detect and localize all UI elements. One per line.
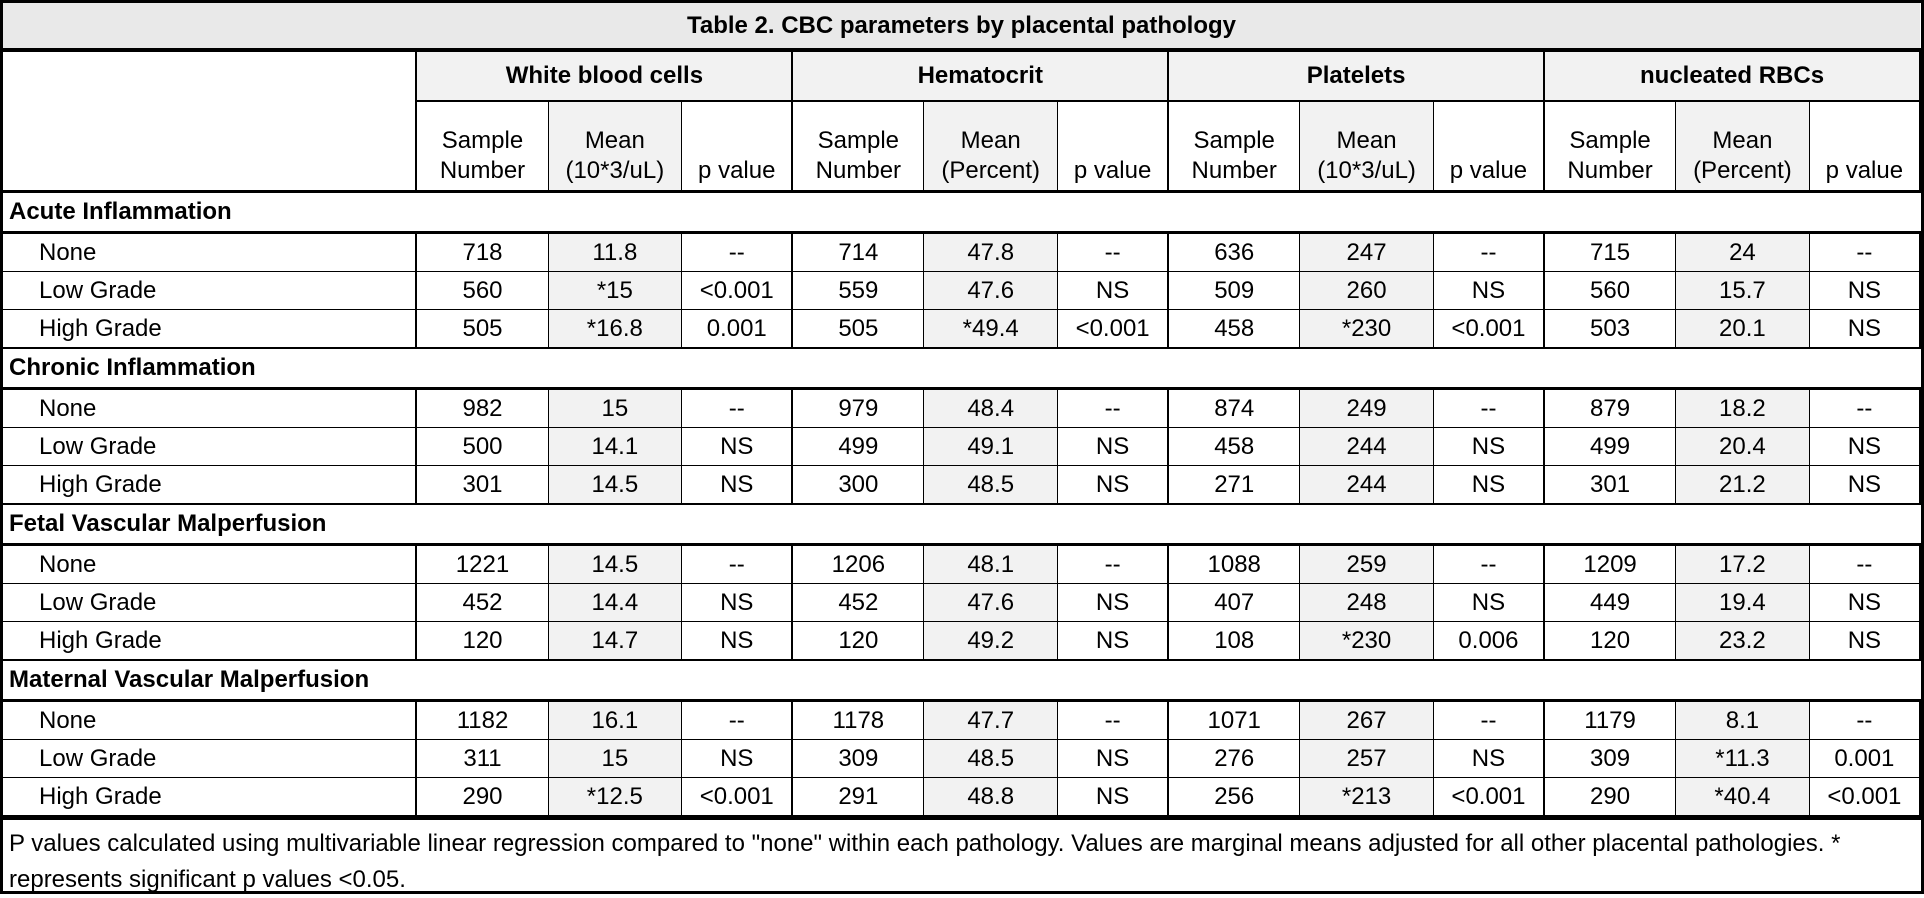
table-cell: <0.001 <box>1433 310 1544 349</box>
table-cell: 560 <box>416 272 548 310</box>
table-cell: 311 <box>416 740 548 778</box>
table-cell: -- <box>1809 545 1920 584</box>
table-cell: NS <box>1058 272 1169 310</box>
table-cell: 715 <box>1544 233 1676 272</box>
table-cell: 509 <box>1168 272 1300 310</box>
table-cell: *40.4 <box>1676 778 1810 817</box>
column-group-header: White blood cells <box>416 50 792 101</box>
table-cell: 560 <box>1544 272 1676 310</box>
table-cell: 276 <box>1168 740 1300 778</box>
table-cell: NS <box>1058 740 1169 778</box>
table-cell: -- <box>1058 233 1169 272</box>
table-cell: 21.2 <box>1676 466 1810 505</box>
table-cell: 20.1 <box>1676 310 1810 349</box>
table-cell: 14.7 <box>548 622 682 661</box>
table-cell: 301 <box>1544 466 1676 505</box>
table-cell: 499 <box>1544 428 1676 466</box>
table-cell: 0.001 <box>1809 740 1920 778</box>
table-cell: 499 <box>792 428 924 466</box>
table-cell: 16.1 <box>548 701 682 740</box>
table-cell: 982 <box>416 389 548 428</box>
row-label: None <box>3 701 416 740</box>
table-cell: 23.2 <box>1676 622 1810 661</box>
table-row <box>3 545 1920 584</box>
table-cell: <0.001 <box>1433 778 1544 817</box>
table-cell: NS <box>682 428 793 466</box>
column-subheader: Sample Number <box>1544 101 1676 192</box>
table-cell: 0.001 <box>682 310 793 349</box>
table-cell: 1179 <box>1544 701 1676 740</box>
table-cell: <0.001 <box>1058 310 1169 349</box>
table-cell: 0.006 <box>1433 622 1544 661</box>
table-cell: -- <box>682 545 793 584</box>
table-cell: 309 <box>1544 740 1676 778</box>
column-subheader: Mean (Percent) <box>924 101 1058 192</box>
table-row <box>3 428 1920 466</box>
table-footnote: P values calculated using multivariable linear regression compared to "none" within each pathology. Values are marginal means adjusted for all other placental pathologies. * represents significant p values <0.05. <box>3 817 1921 898</box>
table-cell: *230 <box>1300 310 1434 349</box>
table-row <box>3 233 1920 272</box>
table-cell: -- <box>682 701 793 740</box>
table-cell: 1071 <box>1168 701 1300 740</box>
section-heading: Chronic Inflammation <box>3 348 1920 389</box>
table-cell: 47.6 <box>924 584 1058 622</box>
table-cell: -- <box>682 389 793 428</box>
table-cell: 20.4 <box>1676 428 1810 466</box>
table-cell: 15.7 <box>1676 272 1810 310</box>
table-cell: NS <box>1058 778 1169 817</box>
table-cell: 8.1 <box>1676 701 1810 740</box>
column-group-header: nucleated RBCs <box>1544 50 1920 101</box>
cbc-table <box>3 3 1921 817</box>
table-cell: NS <box>1809 466 1920 505</box>
table-cell: NS <box>1058 584 1169 622</box>
row-label: None <box>3 545 416 584</box>
table-cell: -- <box>1433 233 1544 272</box>
table-cell: 47.7 <box>924 701 1058 740</box>
table-cell: -- <box>1433 389 1544 428</box>
table-cell: 300 <box>792 466 924 505</box>
row-label: High Grade <box>3 622 416 661</box>
table-cell: 47.6 <box>924 272 1058 310</box>
table-cell: -- <box>1433 545 1544 584</box>
table-cell: 11.8 <box>548 233 682 272</box>
table-cell: NS <box>1809 622 1920 661</box>
table-cell: 15 <box>548 740 682 778</box>
table-cell: 17.2 <box>1676 545 1810 584</box>
table-cell: *16.8 <box>548 310 682 349</box>
table-cell: 48.5 <box>924 466 1058 505</box>
table-cell: 14.5 <box>548 466 682 505</box>
table-cell: 48.8 <box>924 778 1058 817</box>
table-row <box>3 584 1920 622</box>
table-cell: 452 <box>416 584 548 622</box>
column-subheader: Mean (10*3/uL) <box>1300 101 1434 192</box>
table-cell: NS <box>1058 622 1169 661</box>
table-cell: 244 <box>1300 466 1434 505</box>
table-cell: 19.4 <box>1676 584 1810 622</box>
column-subheader: p value <box>1433 101 1544 192</box>
row-label: Low Grade <box>3 272 416 310</box>
table-cell: -- <box>1809 233 1920 272</box>
table-cell: NS <box>1433 428 1544 466</box>
table-cell: NS <box>1433 740 1544 778</box>
table-cell: 1178 <box>792 701 924 740</box>
section-heading: Acute Inflammation <box>3 192 1920 233</box>
table-cell: NS <box>682 740 793 778</box>
table-cell: 301 <box>416 466 548 505</box>
table-cell: 1221 <box>416 545 548 584</box>
table-cell: 120 <box>1544 622 1676 661</box>
table-cell: <0.001 <box>1809 778 1920 817</box>
column-subheader: Sample Number <box>792 101 924 192</box>
table-cell: 271 <box>1168 466 1300 505</box>
table-cell: 636 <box>1168 233 1300 272</box>
table-cell: NS <box>1433 466 1544 505</box>
table-cell: 108 <box>1168 622 1300 661</box>
table-cell: 452 <box>792 584 924 622</box>
column-group-header: Platelets <box>1168 50 1544 101</box>
table-cell: -- <box>1433 701 1544 740</box>
table-cell: NS <box>1058 428 1169 466</box>
table-cell: NS <box>1809 584 1920 622</box>
table-cell: 260 <box>1300 272 1434 310</box>
header-blank <box>3 50 416 101</box>
table-cell: 249 <box>1300 389 1434 428</box>
table-cell: 1209 <box>1544 545 1676 584</box>
table-cell: 120 <box>416 622 548 661</box>
table-cell: 714 <box>792 233 924 272</box>
table-cell: *49.4 <box>924 310 1058 349</box>
table-cell: NS <box>1809 272 1920 310</box>
table-cell: 503 <box>1544 310 1676 349</box>
table-cell: 47.8 <box>924 233 1058 272</box>
table-cell: NS <box>1809 310 1920 349</box>
table-cell: -- <box>1058 389 1169 428</box>
row-label: High Grade <box>3 778 416 817</box>
table-cell: 244 <box>1300 428 1434 466</box>
table-cell: 505 <box>792 310 924 349</box>
table-title: Table 2. CBC parameters by placental pathology <box>3 3 1920 50</box>
table-cell: 1182 <box>416 701 548 740</box>
column-subheader: Sample Number <box>416 101 548 192</box>
table-cell: -- <box>1058 701 1169 740</box>
table-cell: 559 <box>792 272 924 310</box>
row-label: None <box>3 233 416 272</box>
table-cell: 257 <box>1300 740 1434 778</box>
table-cell: 15 <box>548 389 682 428</box>
row-label: Low Grade <box>3 428 416 466</box>
table-cell: NS <box>1809 428 1920 466</box>
table-cell: 14.1 <box>548 428 682 466</box>
row-label: None <box>3 389 416 428</box>
table-cell: 18.2 <box>1676 389 1810 428</box>
column-subheader: Mean (Percent) <box>1676 101 1810 192</box>
row-label: High Grade <box>3 310 416 349</box>
table-cell: NS <box>1433 584 1544 622</box>
section-heading: Maternal Vascular Malperfusion <box>3 660 1920 701</box>
table-cell: *230 <box>1300 622 1434 661</box>
table-cell: 24 <box>1676 233 1810 272</box>
table-cell: <0.001 <box>682 778 793 817</box>
table-cell: *213 <box>1300 778 1434 817</box>
table-cell: -- <box>682 233 793 272</box>
column-subheader: p value <box>682 101 793 192</box>
table-cell: 718 <box>416 233 548 272</box>
table-cell: 1206 <box>792 545 924 584</box>
table-cell: 309 <box>792 740 924 778</box>
table-cell: 14.4 <box>548 584 682 622</box>
table-cell: NS <box>1058 466 1169 505</box>
table-cell: 48.5 <box>924 740 1058 778</box>
table-cell: -- <box>1058 545 1169 584</box>
table-row <box>3 310 1920 349</box>
table-cell: 49.1 <box>924 428 1058 466</box>
table-cell: 247 <box>1300 233 1434 272</box>
table-row <box>3 701 1920 740</box>
table-cell: 256 <box>1168 778 1300 817</box>
table-row <box>3 466 1920 505</box>
table-cell: *15 <box>548 272 682 310</box>
row-label: Low Grade <box>3 740 416 778</box>
table-cell: 500 <box>416 428 548 466</box>
table-cell: 449 <box>1544 584 1676 622</box>
table-row <box>3 389 1920 428</box>
table-cell: 120 <box>792 622 924 661</box>
table-cell: 290 <box>416 778 548 817</box>
section-heading: Fetal Vascular Malperfusion <box>3 504 1920 545</box>
table-row <box>3 778 1920 817</box>
table-cell: NS <box>682 466 793 505</box>
table-cell: NS <box>682 584 793 622</box>
table-cell: 267 <box>1300 701 1434 740</box>
table-cell: NS <box>1433 272 1544 310</box>
column-subheader: p value <box>1058 101 1169 192</box>
row-label: High Grade <box>3 466 416 505</box>
table-cell: 407 <box>1168 584 1300 622</box>
table-cell: 48.4 <box>924 389 1058 428</box>
table-cell: 49.2 <box>924 622 1058 661</box>
table-cell: *11.3 <box>1676 740 1810 778</box>
table-cell: 458 <box>1168 428 1300 466</box>
table-cell: 458 <box>1168 310 1300 349</box>
table-cell: 291 <box>792 778 924 817</box>
column-group-header: Hematocrit <box>792 50 1168 101</box>
row-label: Low Grade <box>3 584 416 622</box>
table-cell: *12.5 <box>548 778 682 817</box>
table-row <box>3 622 1920 661</box>
table-row <box>3 740 1920 778</box>
table-cell: -- <box>1809 701 1920 740</box>
table-cell: 259 <box>1300 545 1434 584</box>
table-cell: 979 <box>792 389 924 428</box>
column-subheader: Mean (10*3/uL) <box>548 101 682 192</box>
table-cell: 879 <box>1544 389 1676 428</box>
table-cell: 874 <box>1168 389 1300 428</box>
table-cell: 14.5 <box>548 545 682 584</box>
column-subheader: p value <box>1809 101 1920 192</box>
table-cell: 1088 <box>1168 545 1300 584</box>
table-cell: <0.001 <box>682 272 793 310</box>
column-subheader: Sample Number <box>1168 101 1300 192</box>
table-cell: -- <box>1809 389 1920 428</box>
table-cell: 290 <box>1544 778 1676 817</box>
table-cell: 248 <box>1300 584 1434 622</box>
table-cell: 505 <box>416 310 548 349</box>
table-cell: 48.1 <box>924 545 1058 584</box>
table-cell: NS <box>682 622 793 661</box>
table-row <box>3 272 1920 310</box>
subheader-blank <box>3 101 416 192</box>
